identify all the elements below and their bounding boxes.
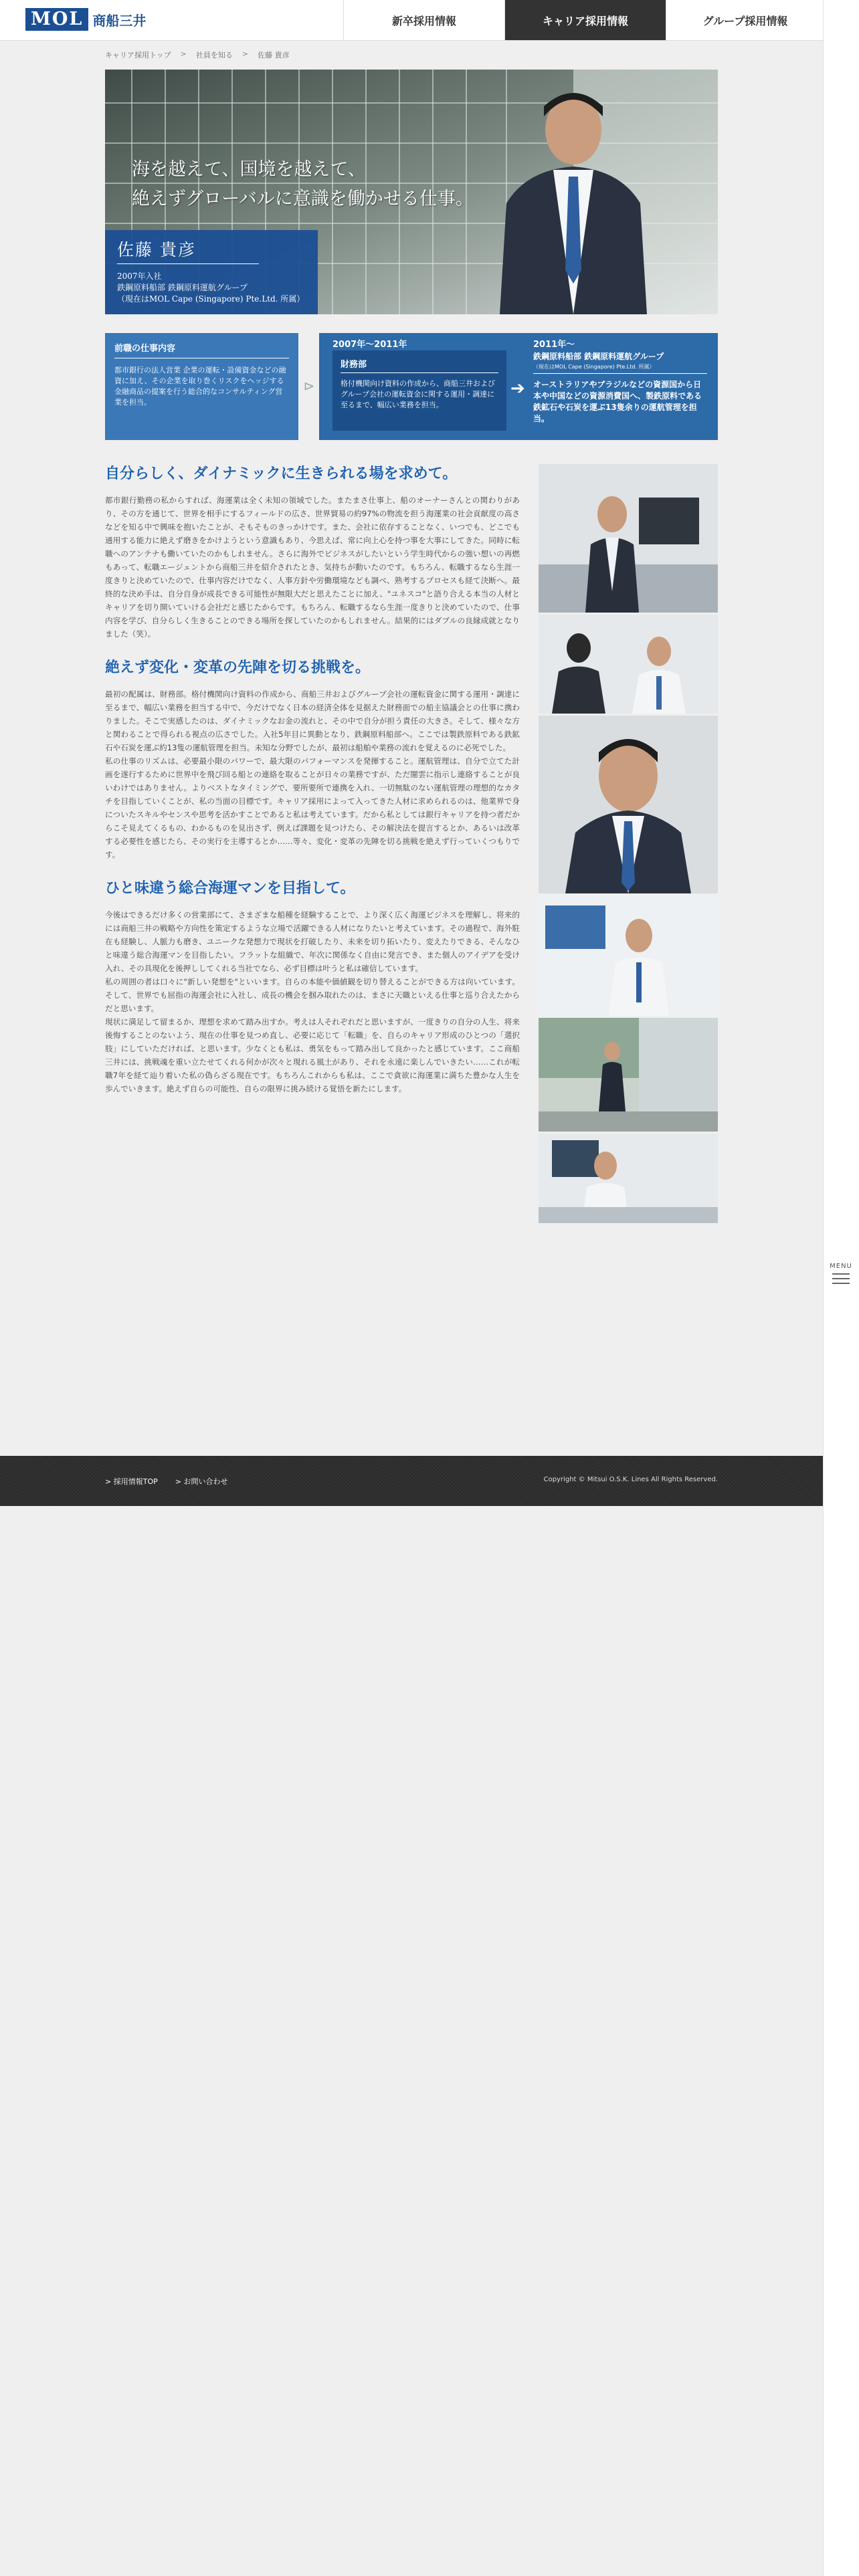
presentation-image <box>539 895 718 1016</box>
right-side-rail <box>823 0 859 2576</box>
interview-content <box>105 464 520 1113</box>
meeting-image <box>539 615 718 714</box>
footer-link-recruit-top[interactable]: > 採用情報TOP <box>105 1477 158 1486</box>
breadcrumb-separator: > <box>242 49 249 58</box>
section-body: 都市銀行勤務の私からすれば、海運業は全く未知の領域でした。またまさ仕事上、船のオーナーさんとの関わりがあり、その方を通じて、世界を相手にするフィールドの広さ、世界貿易の約97%の物流を担う海運業の社会貢献度の高さなどを知る中で興味を抱いたことが、そもそものきっかけです。また、会社に依存することなく、いつでも、どこでも通用する能力に絶えず磨きをかけようという意識もあり、今思えば、常に向上心を持つ事を大事にしてきた。同時に転職へのアンテナも働いていたのかもしれません。さらに海外でビジネスがしたいという学生時代からの強い想いの再燃もあって、転職エージェントから商船三井を紹介されたとき、気持ちが動いたのです。もちろん、転職するなら生涯一度きりと決めていたので、仕事内容だけでなく、人事方針や労働環境なども調べ、熟考するプロセスも経て決断へ。最終的な決め手は、自分自身が成長できる可能性が無限大だと思えたことに加え、"ユネスコ"と語り合える本当の人材とキャリアを切り開いていける会社だと感じたからです。もちろん、転職するなら生涯一度きりと決めていたので、仕事内容を学び、自分らしく生きることのできる場所を探していたのかもしれません。結果的にはダブルの良縁成就となりました（笑）。 <box>105 496 520 639</box>
nav-career-active[interactable]: キャリア採用情報 <box>504 0 666 40</box>
photo-meeting <box>539 615 718 714</box>
footer-link-label: 採用情報TOP <box>113 1477 158 1486</box>
employee-join-year: 2007年入社 <box>117 272 162 281</box>
nav-new-graduate[interactable]: 新卒採用情報 <box>343 0 504 40</box>
breadcrumb-current: 佐藤 貴彦 <box>258 51 290 60</box>
arrow-right-icon: ⊳ <box>303 378 315 394</box>
employee-info <box>117 271 318 305</box>
footer-link-label: お問い合わせ <box>183 1477 228 1486</box>
department-text: オーストラリアやブラジルなどの資源国から日本や中国などの資源消費国へ、製鉄原料である鉄鉱石や石炭を運ぶ13隻余りの運航管理を担当。 <box>533 380 702 423</box>
department-title: 鉄鋼原料船部 鉄鋼原料運航グループ <box>533 352 664 361</box>
company-logo[interactable] <box>25 7 146 31</box>
photo-desk-work <box>539 1134 718 1223</box>
side-menu-button[interactable] <box>828 1263 854 1284</box>
photo-outdoor <box>539 1018 718 1132</box>
section-body: 今後はできるだけ多くの営業部にて、さまざまな船種を経験することで、より深く広く海運ビジネスを理解し、将来的には商船三井の戦略や方向性を策定するような立場で活躍できる人材になりたいと考えています。その過程で、海外駐在も経験し、人脈力も磨き、ユニークな発想力で現状を打破したり、未来を切り拓いたり、変えたりできる、そんなひと味違う総合海運マンを目指したい。フラットな組織で、年次に関係なく自由に発言でき、また個人のアイデアを受け入れ、その具現化を後押ししてくれる当社でなら、必ず目標は叶うと私は確信しています。 私の周囲の者は口々に"新しい発想を"といいます。自らの本能や価値観を切り替えることができる方は向いています。そして、世界でも屈指の海運会社に入社し、成長の機会を掴み取れたのは、まさに天職といえる仕事と巡り合えたからだと思います。 現状に満足して留まるか、理想を求めて踏み出すか。考えは人それぞれだと思いますが、一度きりの自分の人生、将来後悔することのないよう、現在の仕事を見つめ直し、必要に応じて「転職」を、自らのキャリア形成のひとつの「選択肢」にしていただければ、と思います。少なくとも私は、勇気をもって踏み出して良かったと感じています。ここ商船三井には、挑戦魂を重い立たせてくれる何かが次々と現れる風土があり、それを永遠に楽しんでいきたい……これが転職7年を経て辿り着いた私の偽らざる現在です。もちろんこれからも私は、ここで貪欲に海運業に満ちた豊かな人生を歩んでいきます。絶えず自らの可能性、自らの限界に挑み続ける覚悟を新たにします。 <box>105 910 520 1093</box>
site-footer <box>0 1456 823 1506</box>
desk-work-image <box>539 1134 718 1223</box>
profile-namebox <box>105 230 318 314</box>
section-body: 最初の配属は、財務部。格付機関向け資料の作成から、商船三井およびグループ会社の運転資金に関する運用・調達に至るまで、幅広い業務を担当する中で、今だけでなく日本の経済全体を見据えた財務面での船主協議会との仕事に携わりました。そこで実感したのは、ダイナミックなお金の流れと、その中で自分が担う責任の大きさ。そして、様々な方と関わることで得られる視点の広さでした。入社5年目に異動となり、鉄鋼原料船部へ。ここでは製鉄原料である鉄鉱石や石炭を運ぶ約13隻の運航管理を担当。未知な分野でしたが、最初は船舶や業務の流れを覚えるのに必死でした。 私の仕事のリズムは、必要最小限のパワーで、最大限のパフォーマンスを発揮すること。運航管理は、自分で立てた計画を遂行するために世界中を飛び回る船との連絡を取ることが日々の業務ですが、ただ闇雲に指示し連絡することが良いわけではありません。よりベストなタイミングで、要所要所で連携を入れ、一切無駄のない運航管理の理想的なカタチを目指していくことが、私の当面の目標です。キャリア採用によって入ってきた人材に求められるのは、他業界で身についたスキルやセンスや思考を活かすことであると私は考えています。だから私としては銀行キャリアを持つ者だからこそ見えてくるもの、わかるものを見出さず、例えば課題を見つけたら、その解決法を提言するとか、あるいは改革する必要性を感じたら、その実行を主導するとか……等々、変化・変革の先陣を切る挑戦を絶えず行っていくつもりです。 <box>105 689 520 859</box>
period-label-2: 2011年〜 <box>533 340 575 350</box>
hamburger-icon <box>832 1278 850 1279</box>
breadcrumb <box>105 49 290 60</box>
hamburger-icon <box>832 1283 850 1284</box>
breadcrumb-career-top[interactable]: キャリア採用トップ <box>105 51 171 60</box>
photo-office-desk <box>539 464 718 613</box>
department-subtitle: （現在はMOL Cape (Singapore) Pte.Ltd. 所属） <box>533 363 707 374</box>
employee-name: 佐藤 貴彦 <box>117 237 259 264</box>
department-card-finance <box>332 350 506 431</box>
career-history <box>105 333 718 440</box>
photo-portrait <box>539 716 718 893</box>
office-desk-image <box>539 464 718 613</box>
section-title: ひと味違う総合海運マンを目指して。 <box>105 880 355 897</box>
site-header <box>0 0 823 41</box>
outdoor-image <box>539 1018 718 1132</box>
section-title: 絶えず変化・変革の先陣を切る挑戦を。 <box>105 659 371 676</box>
portrait-image <box>539 716 718 893</box>
employee-current-affiliation: （現在はMOL Cape (Singapore) Pte.Ltd. 所属） <box>117 294 305 304</box>
breadcrumb-employees[interactable]: 社員を知る <box>195 51 233 60</box>
previous-job-card <box>105 333 298 440</box>
photo-column <box>539 464 718 1225</box>
employee-department: 鉄鋼原料船部 鉄鋼原料運航グループ <box>117 283 248 292</box>
copyright: Copyright © Mitsui O.S.K. Lines All Rights Reserved. <box>543 1476 718 1483</box>
hero-catch-line2: 絶えずグローバルに意識を働かせる仕事。 <box>132 189 474 209</box>
period-label-1: 2007年〜2011年 <box>332 340 407 350</box>
previous-job-title: 前職の仕事内容 <box>114 341 289 358</box>
footer-links <box>105 1476 227 1487</box>
hero-catch-line1: 海を越えて、国境を越えて、 <box>132 159 366 180</box>
footer-link-contact[interactable]: > お問い合わせ <box>175 1477 228 1486</box>
previous-job-text: 都市銀行の法人営業 企業の運転・設備資金などの融資に加え、その企業を取り巻くリスクをヘッジする金融商品の提案を行う総合的なコンサルティング営業を担当。 <box>114 366 286 407</box>
career-at-mol <box>319 333 718 440</box>
department-title: 財務部 <box>341 357 498 373</box>
hamburger-icon <box>832 1273 850 1275</box>
hero-image <box>105 70 718 314</box>
section-title: 自分らしく、ダイナミックに生きられる場を求めて。 <box>105 465 458 482</box>
logo-mark: MOL <box>25 8 88 31</box>
logo-text: 商船三井 <box>92 12 147 29</box>
nav-group[interactable]: グループ採用情報 <box>666 0 824 40</box>
hero-catchcopy <box>132 155 474 214</box>
side-menu-label: MENU <box>830 1263 852 1270</box>
global-nav <box>343 0 824 40</box>
department-text: 格付機関向け資料の作成から、商船三井およびグループ会社の運転資金に関する運用・調達に至るまで、幅広い業務を担当。 <box>341 379 495 409</box>
arrow-right-icon: ➔ <box>510 379 525 399</box>
photo-presentation <box>539 895 718 1016</box>
breadcrumb-separator: > <box>180 49 187 58</box>
department-card-steel <box>533 350 707 425</box>
